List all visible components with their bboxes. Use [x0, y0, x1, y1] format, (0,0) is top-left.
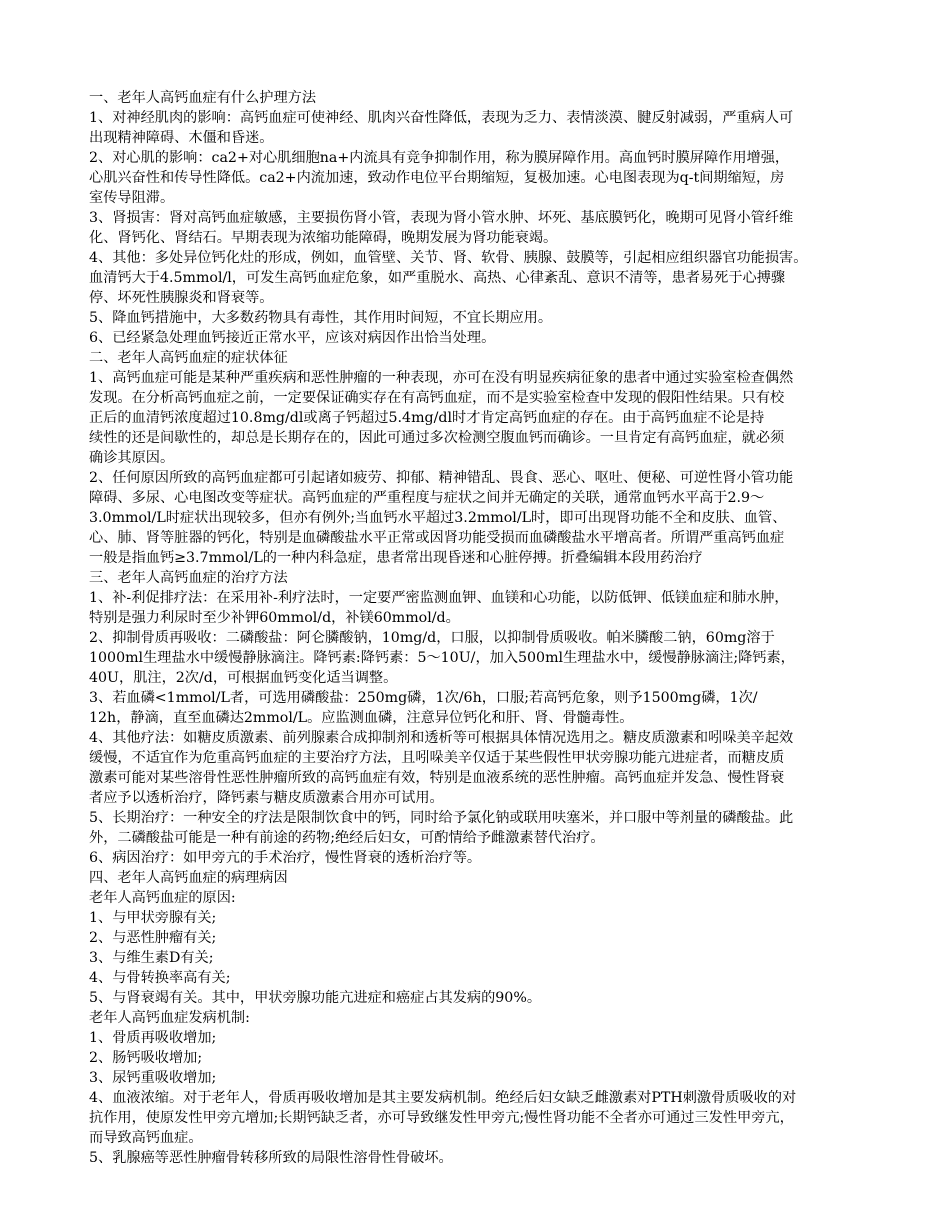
text-line: 激素可能对某些溶骨性恶性肿瘤所致的高钙血症有效，特别是血液系统的恶性肿瘤。高钙血症并发急、慢性肾衰: [89, 770, 785, 786]
text-line: 心、肺、肾等脏器的钙化，特别是血磷酸盐水平正常或因肾功能受损而血磷酸盐水平增高者。所谓严重高钙血症: [89, 530, 785, 546]
text-line: 停、坏死性胰腺炎和肾衰等。: [89, 290, 274, 306]
text-line: 续性的还是间歇性的，却总是长期存在的，因此可通过多次检测空腹血钙而确诊。一旦肯定有高钙血症，就必须: [89, 430, 785, 446]
text-line: 1000ml生理盐水中缓慢静脉滴注。降钙素:降钙素：5～10U/，加入500ml生理盐水中，缓慢静脉滴注;降钙素，: [89, 650, 795, 666]
text-line: 化、肾钙化、肾结石。早期表现为浓缩功能障碍，晚期发展为肾功能衰竭。: [89, 230, 558, 246]
text-line: 一般是指血钙≥3.7mmol/L的一种内科急症，患者常出现昏迷和心脏停搏。折叠编辑本段用药治疗: [89, 550, 703, 566]
text-line: 一、老年人高钙血症有什么护理方法: [89, 90, 317, 106]
text-line: 4、其他：多处异位钙化灶的形成，例如，血管壁、关节、肾、软骨、胰腺、鼓膜等，引起相应组织器官功能损害。: [89, 250, 808, 266]
text-line: 5、降血钙措施中，大多数药物具有毒性，其作用时间短，不宜长期应用。: [89, 310, 553, 326]
text-line: 6、已经紧急处理血钙接近正常水平，应该对病因作出恰当处理。: [89, 330, 496, 346]
text-line: 40U，肌注，2次/d，可根据血钙变化适当调整。: [89, 670, 398, 686]
text-line: 血清钙大于4.5mmol/l，可发生高钙血症危象，如严重脱水、高热、心律紊乱、意识不清等，患者易死于心搏骤: [89, 270, 786, 286]
text-line: 2、任何原因所致的高钙血症都可引起诸如疲劳、抑郁、精神错乱、畏食、恶心、呕吐、便秘、可逆性肾小管功能: [89, 470, 794, 486]
text-line: 2、肠钙吸收增加;: [89, 1050, 203, 1066]
text-line: 6、病因治疗：如甲旁亢的手术治疗，慢性肾衰的透析治疗等。: [89, 850, 482, 866]
text-line: 2、对心肌的影响：ca2+对心肌细胞na+内流具有竞争抑制作用，称为膜屏障作用。高血钙时膜屏障作用增强，: [89, 150, 790, 166]
text-line: 2、抑制骨质再吸收：二磷酸盐：阿仑膦酸钠，10mg/d，口服，以抑制骨质吸收。帕米膦酸二钠，60mg溶于: [89, 630, 775, 646]
text-line: 室传导阻滞。: [89, 190, 175, 206]
text-line: 缓慢，不适宜作为危重高钙血症的主要治疗方法，且吲哚美辛仅适于某些假性甲状旁腺功能亢进症者，而糖皮质: [89, 750, 785, 766]
text-line: 三、老年人高钙血症的治疗方法: [89, 570, 288, 586]
text-line: 特别是强力利尿时至少补钾60mmol/d，补镁60mmol/d。: [89, 610, 460, 626]
text-line: 者应予以透析治疗，降钙素与糖皮质激素合用亦可试用。: [89, 790, 444, 806]
text-line: 障碍、多尿、心电图改变等症状。高钙血症的严重程度与症状之间并无确定的关联，通常血钙水平高于2.9～: [89, 490, 765, 506]
text-line: 1、高钙血症可能是某种严重疾病和恶性肿瘤的一种表现，亦可在没有明显疾病征象的患者中通过实验室检查偶然: [89, 370, 794, 386]
text-line: 3、若血磷<1mmol/L者，可选用磷酸盐：250mg磷，1次/6h，口服;若高钙危象，则予1500mg磷，1次/: [89, 690, 758, 706]
text-line: 4、其他疗法：如糖皮质激素、前列腺素合成抑制剂和透析等可根据具体情况选用之。糖皮质激素和吲哚美辛起效: [89, 730, 794, 746]
text-line: 老年人高钙血症的原因:: [89, 890, 236, 906]
text-line: 12h，静滴，直至血磷达2mmol/L。应监测血磷，注意异位钙化和肝、肾、骨髓毒性。: [89, 710, 634, 726]
text-line: 4、血液浓缩。对于老年人，骨质再吸收增加是其主要发病机制。绝经后妇女缺乏雌激素对PTH刺激骨质吸收的对: [89, 1090, 797, 1106]
text-line: 3、与维生素D有关;: [89, 950, 214, 966]
text-line: 老年人高钙血症发病机制:: [89, 1010, 250, 1026]
text-line: 1、对神经肌肉的影响：高钙血症可使神经、肌肉兴奋性降低，表现为乏力、表情淡漠、腱反射减弱，严重病人可: [89, 110, 794, 126]
text-line: 3.0mmol/L时症状出现较多，但亦有例外;当血钙水平超过3.2mmol/L时，即可出现肾功能不全和皮肤、血管、: [89, 510, 787, 526]
text-line: 3、尿钙重吸收增加;: [89, 1070, 217, 1086]
text-line: 3、肾损害：肾对高钙血症敏感，主要损伤肾小管，表现为肾小管水肿、坏死、基底膜钙化，晚期可见肾小管纤维: [89, 210, 794, 226]
text-line: 5、乳腺癌等恶性肿瘤骨转移所致的局限性溶骨性骨破坏。: [89, 1150, 453, 1166]
text-line: 发现。在分析高钙血症之前，一定要保证确实存在有高钙血症，而不是实验室检查中发现的假阳性结果。只有校: [89, 390, 785, 406]
text-line: 1、骨质再吸收增加;: [89, 1030, 217, 1046]
text-line: 正后的血清钙浓度超过10.8mg/dl或离子钙超过5.4mg/dl时才肯定高钙血症的存在。由于高钙血症不论是持: [89, 410, 765, 426]
text-line: 4、与骨转换率高有关;: [89, 970, 231, 986]
text-line: 抗作用，使原发性甲旁亢增加;长期钙缺乏者，亦可导致继发性甲旁亢;慢性肾功能不全者亦可通过三发性甲旁亢，: [89, 1110, 794, 1126]
text-line: 心肌兴奋性和传导性降低。ca2+内流加速，致动作电位平台期缩短，复极加速。心电图表现为q-t间期缩短，房: [89, 170, 785, 186]
text-line: 2、与恶性肿瘤有关;: [89, 930, 217, 946]
text-line: 四、老年人高钙血症的病理病因: [89, 870, 288, 886]
text-line: 1、补-利促排疗法：在采用补-利疗法时，一定要严密监测血钾、血镁和心功能，以防低钾、低镁血症和肺水肿，: [89, 590, 789, 606]
text-line: 出现精神障碍、木僵和昏迷。: [89, 130, 274, 146]
text-line: 外，二磷酸盐可能是一种有前途的药物;绝经后妇女，可酌情给予雌激素替代治疗。: [89, 830, 605, 846]
text-line: 确诊其原因。: [89, 450, 175, 466]
text-line: 5、长期治疗：一种安全的疗法是限制饮食中的钙，同时给予氯化钠或联用呋塞米，并口服中等剂量的磷酸盐。此: [89, 810, 794, 826]
text-line: 5、与肾衰竭有关。其中，甲状旁腺功能亢进症和癌症占其发病的90%。: [89, 990, 542, 1006]
text-line: 1、与甲状旁腺有关;: [89, 910, 217, 926]
text-line: 而导致高钙血症。: [89, 1130, 203, 1146]
document-body: [89, 88, 869, 1168]
text-line: 二、老年人高钙血症的症状体征: [89, 350, 288, 366]
